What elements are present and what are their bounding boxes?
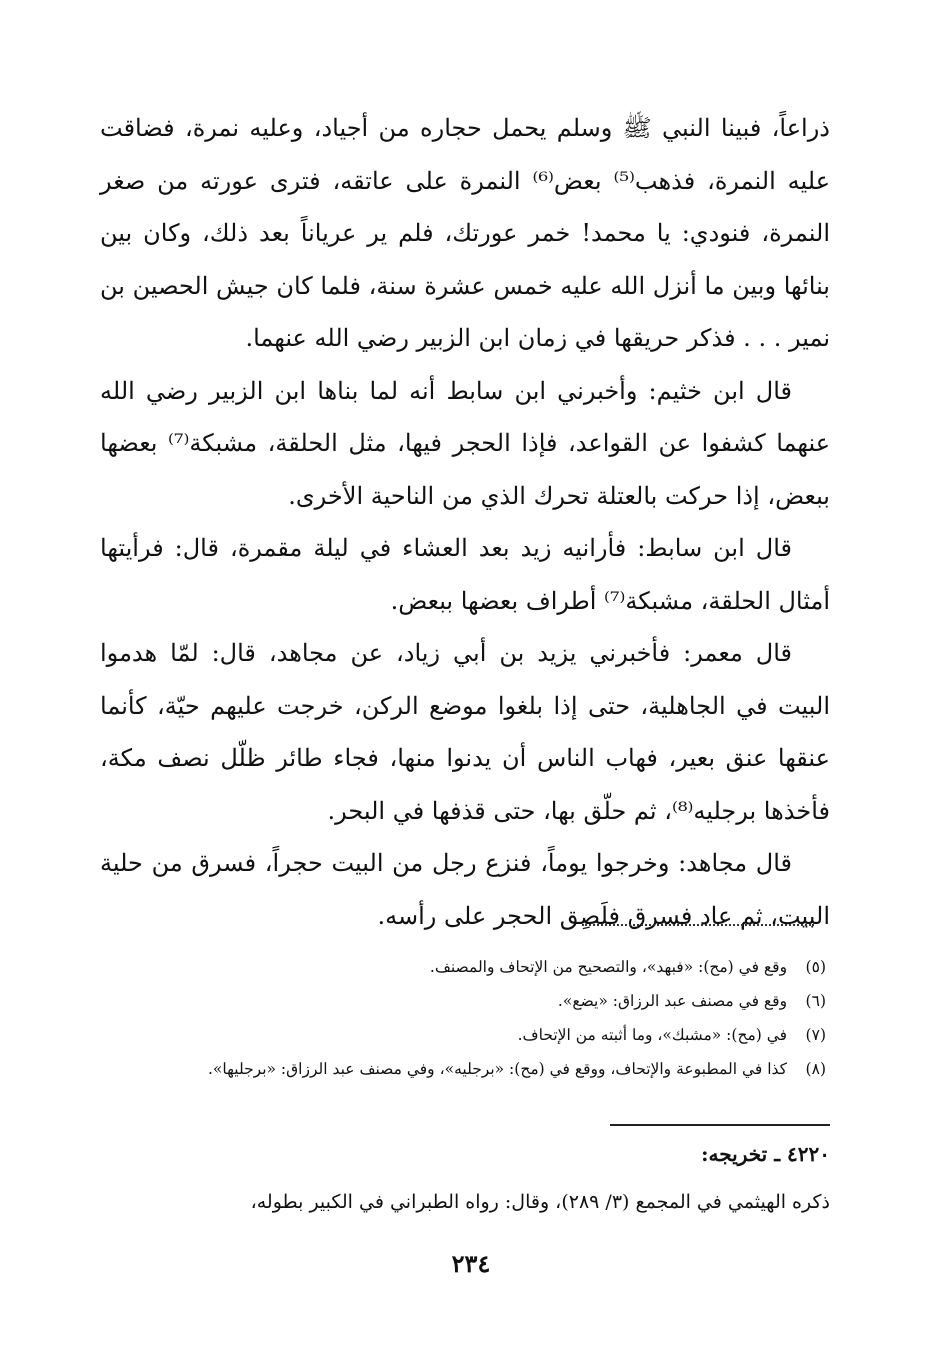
footnotes — [106, 950, 826, 1086]
footnote — [106, 1018, 826, 1052]
main-text — [100, 102, 830, 942]
footnote-text: كذا في المطبوعة والإتحاف، ووقع في (مح): «برجليه»، وفي مصنف عبد الرزاق: «برجليها». — [207, 1060, 788, 1078]
footnote-text: في (مح): «مشبك»، وما أثبته من الإتحاف. — [517, 1026, 788, 1044]
footnote-number: (٨) — [805, 1060, 826, 1078]
takhrij-text: ذكره الهيثمي في المجمع (٣/ ٢٨٩)، وقال: رواه الطبراني في الكبير بطوله، — [250, 1191, 830, 1213]
footnote-separator — [582, 924, 814, 926]
takhrij-separator — [610, 1124, 830, 1126]
paragraph-1: ذراعاً، فبينا النبي ﷺ وسلم يحمل حجاره من أجياد، وعليه نمرة، فضاقت عليه النمرة، فذهب⁽⁵⁾ بعض⁽⁶⁾ النمرة على عاتقه، فترى عورته من صغر النمرة، فنودي: يا محمد! خمر عورتك، فلم ير عرياناً بعد ذلك، وكان بين بنائها وبين ما أنزل الله عليه خمس عشرة سنة، فلما كان جيش الحصين بن نمير . . . فذكر حريقها في زمان ابن الزبير رضي الله عنهما. — [100, 114, 831, 352]
footnote — [106, 984, 826, 1018]
paragraph-2: قال ابن خثيم: وأخبرني ابن سابط أنه لما بناها ابن الزبير رضي الله عنهما كشفوا عن القواعد، فإذا الحجر فيها، مثل الحلقة، مشبكة⁽⁷⁾ بعضها ببعض، إذا حركت بالعتلة تحرك الذي من الناحية الأخرى. — [100, 376, 831, 510]
footnote — [106, 950, 826, 984]
paragraph-3: قال ابن سابط: فأرانيه زيد بعد العشاء في ليلة مقمرة، قال: فرأيتها أمثال الحلقة، مشبكة⁽⁷⁾ أطراف بعضها ببعض. — [100, 534, 830, 615]
page-number: ٢٣٤ — [451, 1249, 491, 1278]
footnote-text: وقع في (مح): «فبهد»، والتصحيح من الإتحاف والمصنف. — [429, 958, 788, 976]
footnote-text: وقع في مصنف عبد الرزاق: «يضع». — [557, 992, 788, 1010]
footnote — [106, 1052, 826, 1086]
footnote-number: (٧) — [805, 1026, 826, 1044]
footnote-number: (٥) — [805, 958, 826, 976]
footnote-number: (٦) — [805, 992, 826, 1010]
takhrij-heading: ٤٢٢٠ ـ تخريجه: — [701, 1142, 830, 1166]
takhrij-section — [110, 1136, 830, 1220]
paragraph-5: قال مجاهد: وخرجوا يوماً، فنزع رجل من البيت حجراً، فسرق من حلية البيت، ثم عاد فسرق فلَصِق الحجر على رأسه. — [100, 849, 830, 930]
paragraph-4: قال معمر: فأخبرني يزيد بن أبي زياد، عن مجاهد، قال: لمّا هدموا البيت في الجاهلية، حتى إذا بلغوا موضع الركن، خرجت عليهم حيّة، كأنما عنقها عنق بعير، فهاب الناس أن يدنوا منها، فجاء طائر ظلّل نصف مكة، فأخذها برجليه⁽⁸⁾، ثم حلّق بها، حتى قذفها في البحر. — [100, 639, 830, 825]
